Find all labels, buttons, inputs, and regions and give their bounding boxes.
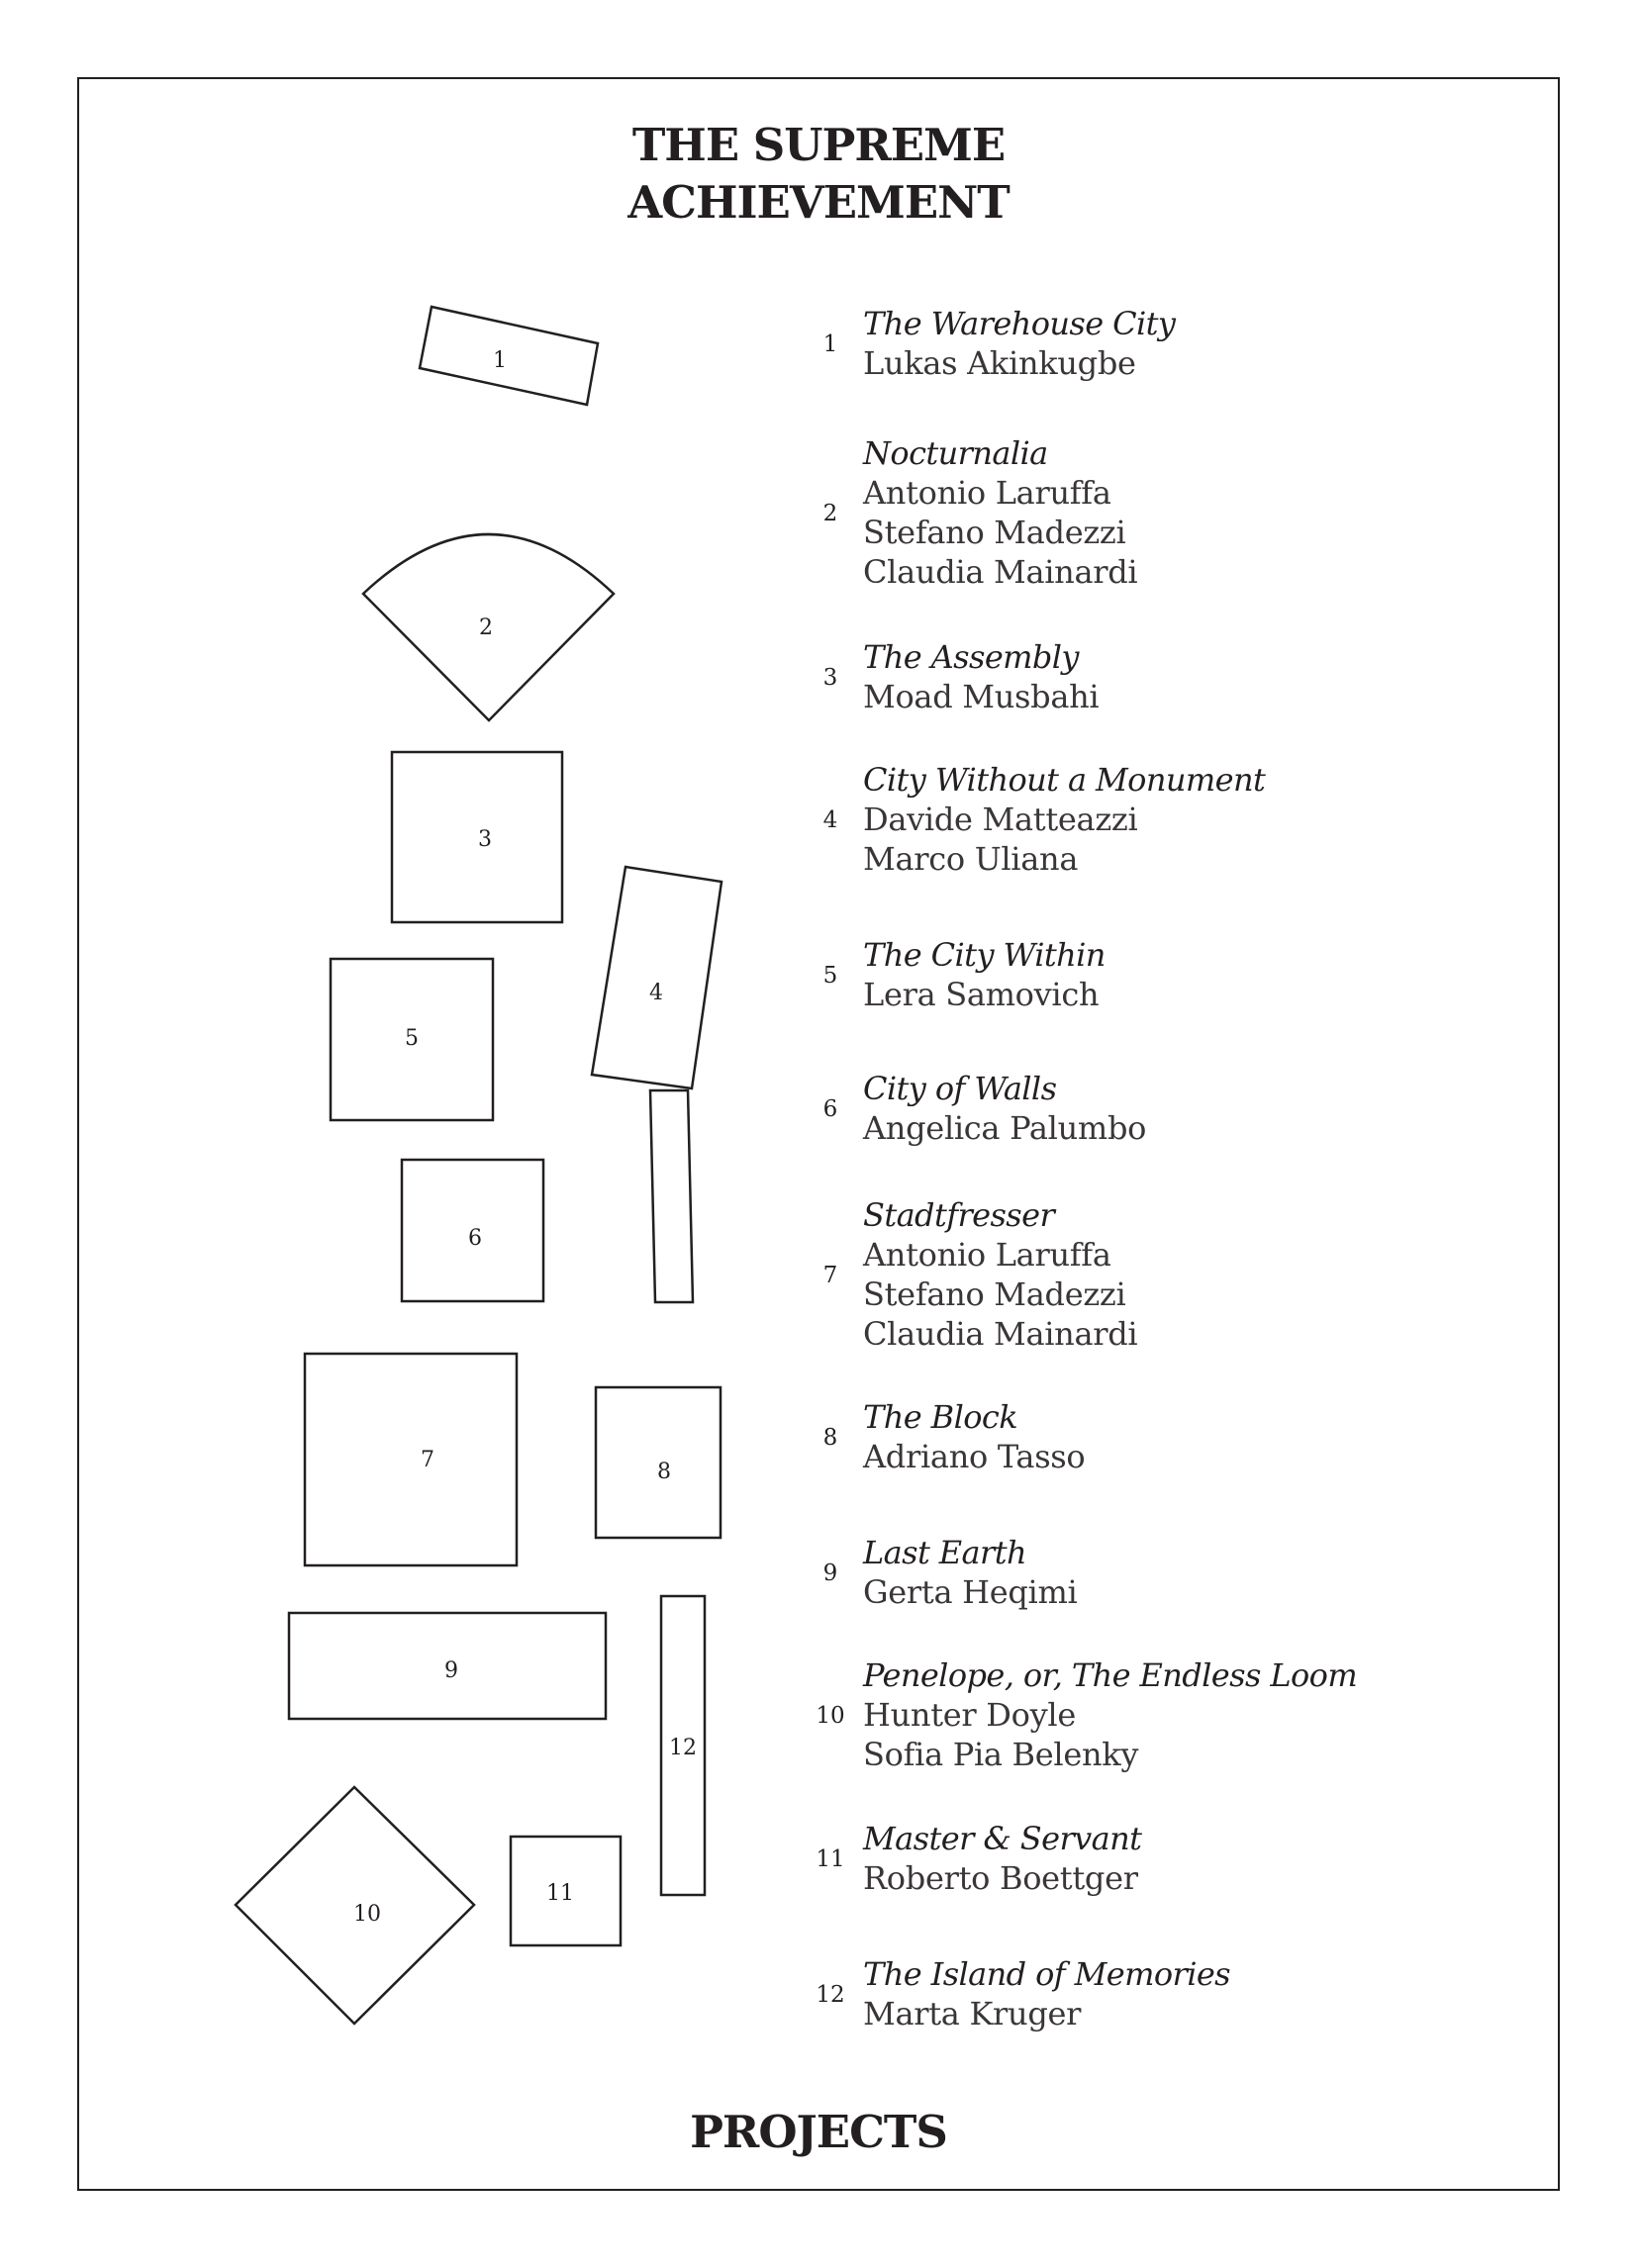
project-number: 7	[822, 1263, 838, 1288]
project-title: The City Within	[863, 936, 1106, 974]
plan-label-9: 9	[444, 1658, 458, 1683]
project-title: Nocturnalia	[863, 434, 1048, 472]
plan-label-6: 6	[468, 1226, 482, 1251]
project-number: 3	[822, 665, 838, 691]
plan-label-10: 10	[353, 1902, 381, 1927]
project-author: Stefano Madezzi	[863, 1276, 1126, 1313]
project-author: Lukas Akinkugbe	[863, 344, 1136, 382]
project-author: Gerta Heqimi	[863, 1573, 1078, 1611]
plan-label-12: 12	[669, 1736, 697, 1760]
project-title: The Warehouse City	[863, 305, 1176, 342]
project-number: 4	[822, 807, 838, 833]
plan-label-11: 11	[546, 1881, 574, 1906]
project-author: Adriano Tasso	[863, 1438, 1086, 1475]
project-author: Moad Musbahi	[863, 678, 1100, 715]
plan-label-2: 2	[479, 615, 493, 640]
project-number: 1	[822, 331, 838, 357]
project-title: Stadtfresser	[863, 1196, 1055, 1234]
project-author: Angelica Palumbo	[863, 1109, 1147, 1147]
project-title: City Without a Monument	[863, 761, 1266, 799]
plan-label-8: 8	[657, 1460, 671, 1484]
project-author: Hunter Doyle	[863, 1696, 1076, 1734]
plan-shape-7	[305, 1354, 517, 1565]
project-number: 6	[822, 1096, 838, 1122]
project-author: Sofia Pia Belenky	[863, 1736, 1139, 1773]
plan-shape-1	[420, 307, 598, 405]
project-title: Last Earth	[863, 1534, 1026, 1571]
project-number: 10	[816, 1703, 845, 1729]
project-number: 9	[822, 1560, 838, 1586]
project-author: Davide Matteazzi	[863, 801, 1138, 838]
project-title: Penelope, or, The Endless Loom	[863, 1656, 1358, 1694]
plan-shape-3	[392, 752, 562, 922]
page-footer-heading: PROJECTS	[690, 2106, 947, 2158]
project-number: 12	[816, 1982, 845, 2008]
plan-label-1: 1	[493, 348, 507, 373]
plan-shape-4	[592, 867, 722, 1088]
project-author: Antonio Laruffa	[863, 1236, 1111, 1274]
project-number: 5	[822, 963, 838, 989]
project-title: Master & Servant	[863, 1820, 1142, 1857]
project-title: The Assembly	[863, 638, 1079, 676]
plan-label-3: 3	[478, 827, 492, 852]
plan-label-4: 4	[649, 981, 663, 1005]
project-number: 8	[822, 1425, 838, 1451]
project-number: 11	[816, 1846, 845, 1872]
project-author: Lera Samovich	[863, 976, 1100, 1013]
project-title: The Block	[863, 1398, 1017, 1436]
plan-label-7: 7	[421, 1448, 434, 1472]
project-author: Claudia Mainardi	[863, 553, 1138, 591]
project-author: Marta Kruger	[863, 1995, 1082, 2032]
plan-label-5: 5	[405, 1026, 419, 1051]
project-title: The Island of Memories	[863, 1955, 1230, 1993]
project-author: Antonio Laruffa	[863, 474, 1111, 512]
title-line-2: ACHIEVEMENT	[627, 176, 1010, 229]
project-author: Marco Uliana	[863, 840, 1079, 878]
project-author: Stefano Madezzi	[863, 514, 1126, 551]
project-title: City of Walls	[863, 1070, 1057, 1107]
project-author: Claudia Mainardi	[863, 1315, 1138, 1353]
project-author: Roberto Boettger	[863, 1859, 1138, 1897]
title-line-1: THE SUPREME	[631, 119, 1006, 171]
plan-shape-strip	[650, 1090, 693, 1302]
project-number: 2	[822, 501, 838, 526]
